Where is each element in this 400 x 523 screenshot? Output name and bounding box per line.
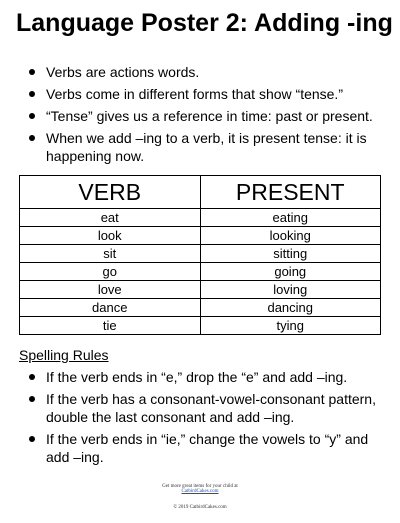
bullet-dot-icon xyxy=(29,396,35,402)
bullet-dot-icon xyxy=(29,436,35,442)
present-cell: dancing xyxy=(200,299,381,317)
bullet-item xyxy=(0,430,400,466)
column-header-verb: VERB xyxy=(20,176,201,209)
bullet-text: If the verb has a consonant-vowel-consonant pattern, double the last consonant and add –ing. xyxy=(46,391,376,425)
footer-copyright: © 2019 CatbirdCakes.com xyxy=(173,505,227,510)
bullet-dot-icon xyxy=(29,374,35,380)
verb-cell: go xyxy=(20,263,201,281)
verb-cell: love xyxy=(20,281,201,299)
bullet-item xyxy=(0,368,400,386)
verb-cell: tie xyxy=(20,317,201,335)
bullet-text: Verbs are actions words. xyxy=(46,64,200,80)
table-row xyxy=(20,245,381,263)
table-row xyxy=(20,281,381,299)
table-row xyxy=(20,317,381,335)
table-row xyxy=(20,209,381,227)
bullet-dot-icon xyxy=(29,113,35,119)
bullet-item xyxy=(0,107,400,125)
footer-promo-text: Get more great items for your child at xyxy=(162,484,238,489)
footer-link[interactable]: CatbirdCakes.com xyxy=(181,489,219,494)
present-cell: going xyxy=(200,263,381,281)
present-cell: looking xyxy=(200,227,381,245)
verb-cell: sit xyxy=(20,245,201,263)
bullet-item xyxy=(0,85,400,103)
verb-cell: eat xyxy=(20,209,201,227)
verb-cell: look xyxy=(20,227,201,245)
present-cell: tying xyxy=(200,317,381,335)
table-row xyxy=(20,263,381,281)
spelling-rules-list xyxy=(0,368,400,470)
bullet-dot-icon xyxy=(29,91,35,97)
present-cell: loving xyxy=(200,281,381,299)
bullet-item xyxy=(0,129,400,165)
bullet-text: If the verb ends in “ie,” change the vowels to “y” and add –ing. xyxy=(46,431,369,465)
bullet-text: “Tense” gives us a reference in time: past or present. xyxy=(46,108,373,124)
bullet-text: Verbs come in different forms that show “tense.” xyxy=(46,86,343,102)
table-header-row xyxy=(20,176,381,209)
page-title: Language Poster 2: Adding -ing xyxy=(16,9,393,37)
present-cell: eating xyxy=(200,209,381,227)
table-row xyxy=(20,227,381,245)
bullet-item xyxy=(0,63,400,81)
column-header-present: PRESENT xyxy=(200,176,381,209)
verb-cell: dance xyxy=(20,299,201,317)
spelling-rules-heading: Spelling Rules xyxy=(19,347,109,363)
bullet-dot-icon xyxy=(29,69,35,75)
table-row xyxy=(20,299,381,317)
verb-table xyxy=(19,175,381,335)
bullet-dot-icon xyxy=(29,135,35,141)
footer-promo xyxy=(0,484,400,494)
intro-bullet-list xyxy=(0,63,400,169)
bullet-item xyxy=(0,390,400,426)
bullet-text: When we add –ing to a verb, it is present tense: it is happening now. xyxy=(46,130,367,164)
bullet-text: If the verb ends in “e,” drop the “e” and add –ing. xyxy=(46,369,348,385)
present-cell: sitting xyxy=(200,245,381,263)
